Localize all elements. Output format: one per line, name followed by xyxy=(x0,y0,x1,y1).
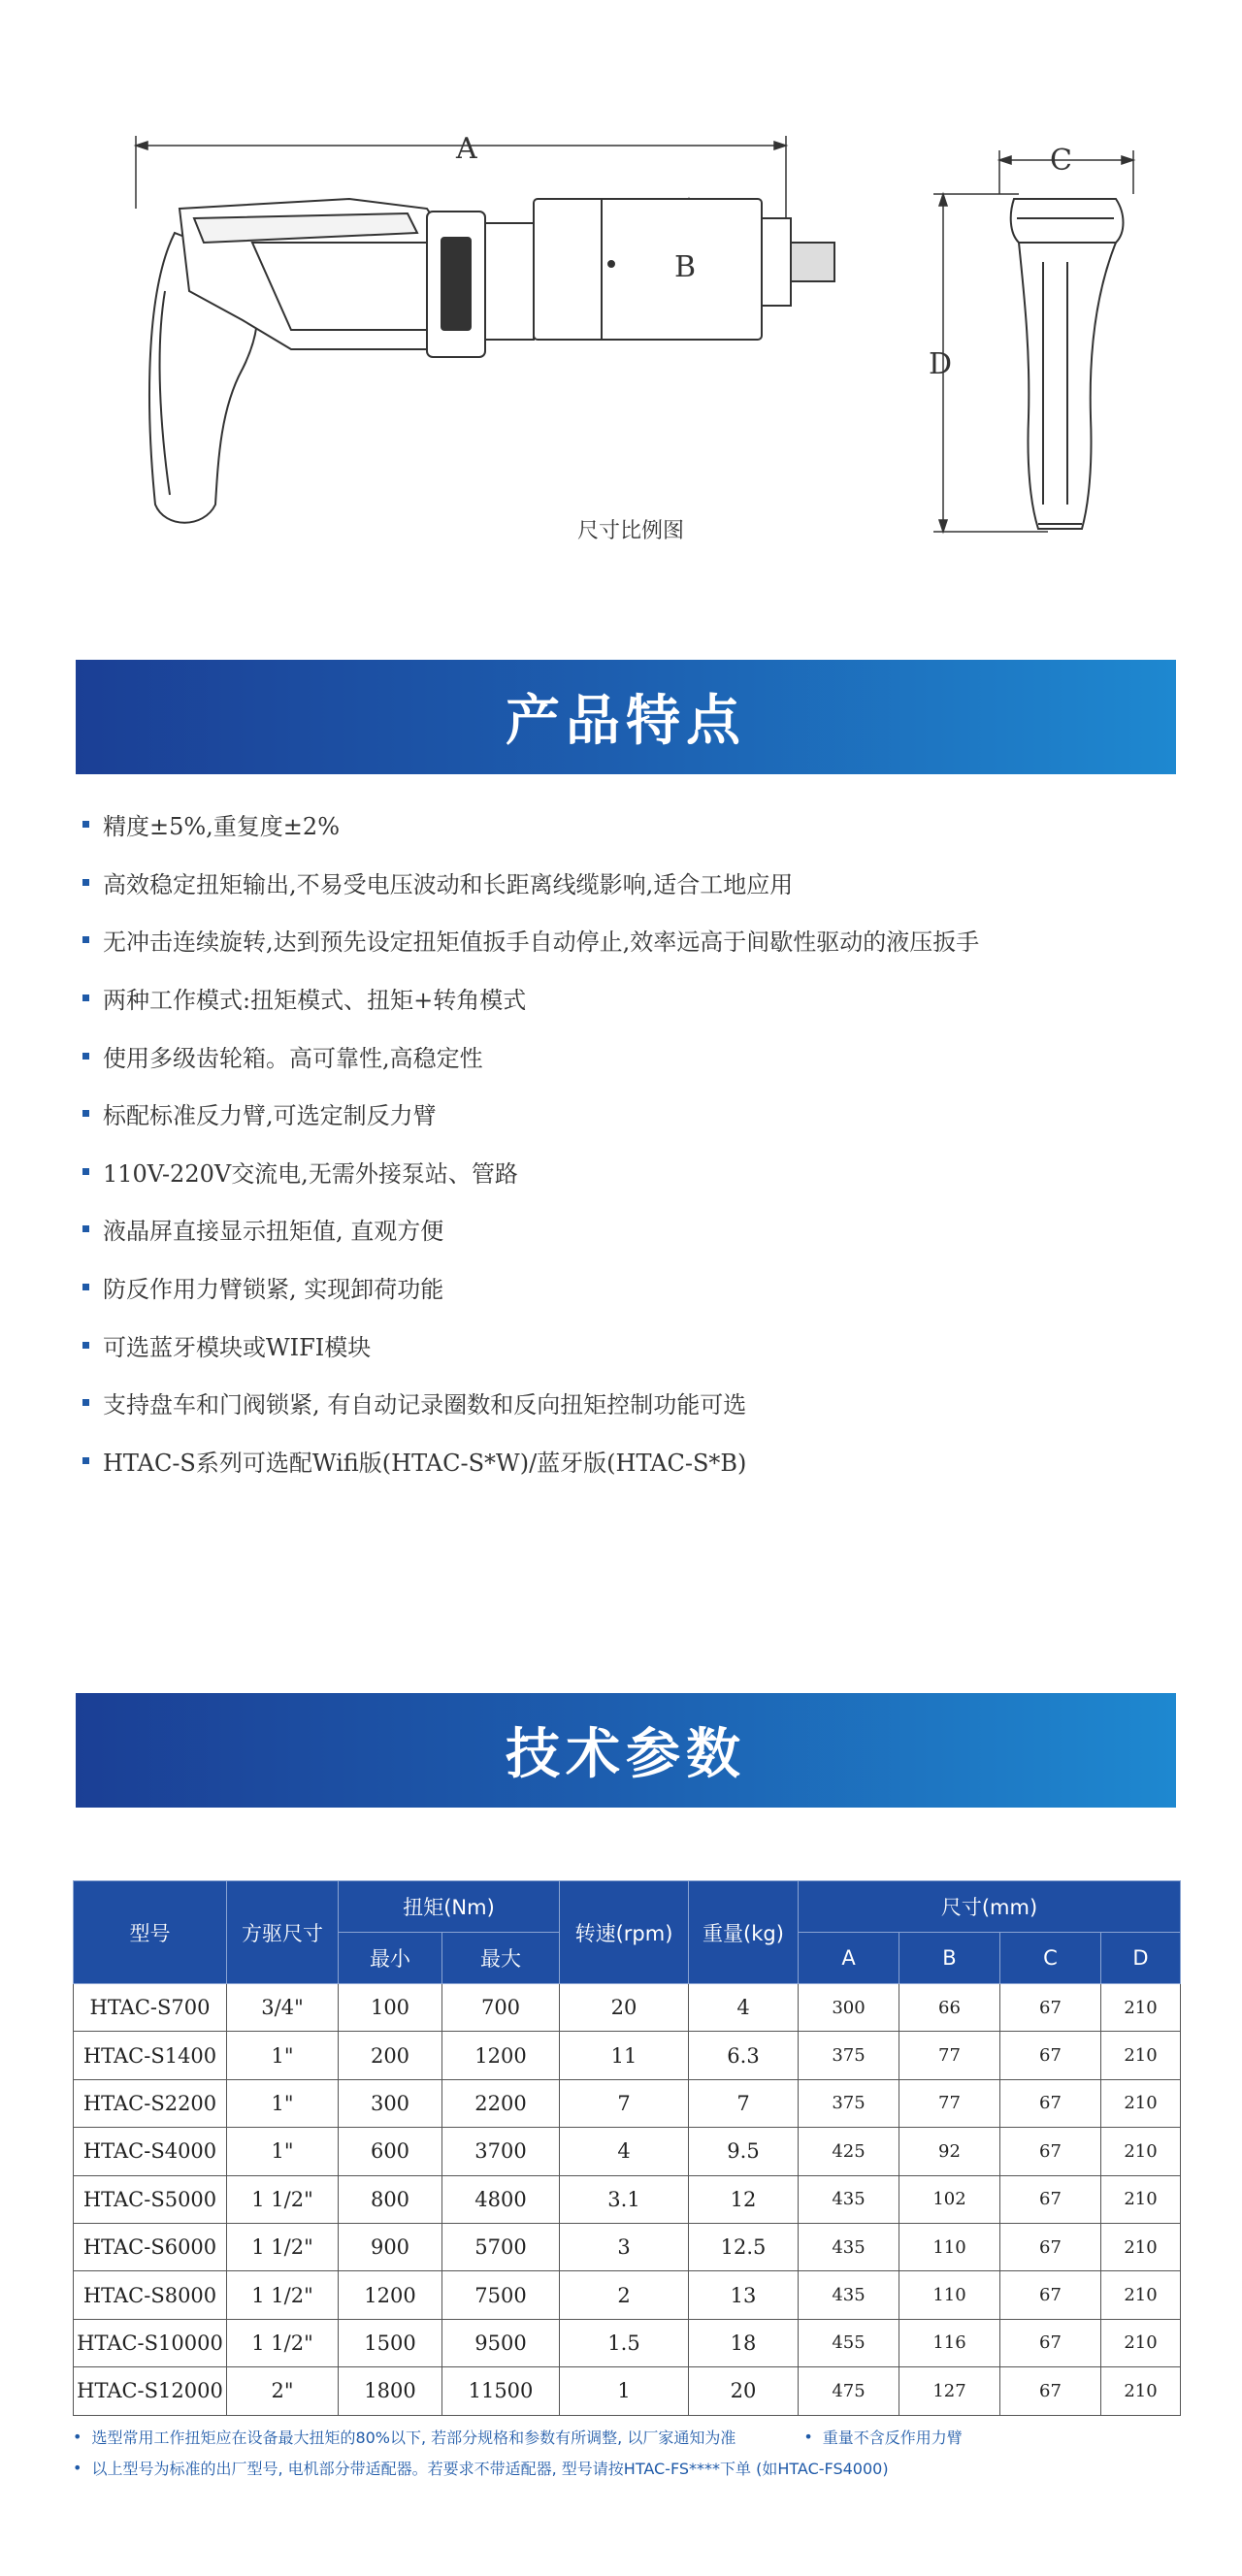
table-cell: HTAC-S5000 xyxy=(74,2175,227,2223)
dim-b-label: B xyxy=(674,250,697,284)
bullet-icon xyxy=(82,821,89,828)
table-cell: 900 xyxy=(339,2223,442,2270)
bullet-icon: • xyxy=(803,2427,813,2446)
bullet-icon xyxy=(82,1225,89,1232)
table-cell: 1" xyxy=(227,2032,339,2079)
table-cell: 6.3 xyxy=(689,2032,799,2079)
table-row xyxy=(74,2032,1181,2079)
table-cell: 67 xyxy=(1000,2367,1101,2415)
header-weight: 重量(kg) xyxy=(689,1881,799,1984)
note-line xyxy=(73,2421,1189,2452)
header-a: A xyxy=(799,1933,899,1984)
table-row xyxy=(74,2079,1181,2127)
table-cell: 200 xyxy=(339,2032,442,2079)
header-d: D xyxy=(1101,1933,1181,1984)
table-row xyxy=(74,2223,1181,2270)
table-cell: HTAC-S8000 xyxy=(74,2271,227,2319)
table-cell: 127 xyxy=(899,2367,1000,2415)
table-cell: 77 xyxy=(899,2079,1000,2127)
table-cell: 4 xyxy=(560,2128,689,2175)
table-cell: HTAC-S6000 xyxy=(74,2223,227,2270)
specs-banner xyxy=(76,1693,1176,1808)
header-dims: 尺寸(mm) xyxy=(799,1881,1181,1933)
table-cell: 210 xyxy=(1101,1984,1181,2032)
table-cell: 20 xyxy=(560,1984,689,2032)
table-cell: 1800 xyxy=(339,2367,442,2415)
bullet-icon: • xyxy=(73,2427,82,2446)
spec-table xyxy=(73,1880,1181,2416)
specs-title: 技术参数 xyxy=(506,1722,746,1786)
table-cell: 210 xyxy=(1101,2367,1181,2415)
dim-d-label: D xyxy=(929,347,953,381)
note-1: 选型常用工作扭矩应在设备最大扭矩的80%以下, 若部分规格和参数有所调整, 以厂家通知为准 xyxy=(91,2428,736,2447)
table-cell: 11500 xyxy=(442,2367,560,2415)
table-cell: 67 xyxy=(1000,2128,1101,2175)
feature-item: 防反作用力臂锁紧, 实现卸荷功能 xyxy=(82,1258,1169,1317)
table-cell: 110 xyxy=(899,2223,1000,2270)
table-cell: 300 xyxy=(339,2079,442,2127)
table-cell: 210 xyxy=(1101,2175,1181,2223)
header-model: 型号 xyxy=(74,1881,227,1984)
feature-item: 标配标准反力臂,可选定制反力臂 xyxy=(82,1085,1169,1143)
table-cell: 1" xyxy=(227,2128,339,2175)
table-cell: 1.5 xyxy=(560,2319,689,2366)
table-cell: 300 xyxy=(799,1984,899,2032)
features-banner xyxy=(76,660,1176,774)
table-row xyxy=(74,2175,1181,2223)
table-cell: 4800 xyxy=(442,2175,560,2223)
table-cell: 700 xyxy=(442,1984,560,2032)
table-cell: 20 xyxy=(689,2367,799,2415)
table-cell: 92 xyxy=(899,2128,1000,2175)
feature-item: 无冲击连续旋转,达到预先设定扭矩值扳手自动停止,效率远高于间歇性驱动的液压扳手 xyxy=(82,911,1169,969)
drawing-caption: 尺寸比例图 xyxy=(576,518,684,542)
bullet-icon: • xyxy=(73,2458,82,2477)
table-cell: HTAC-S1400 xyxy=(74,2032,227,2079)
table-cell: 5700 xyxy=(442,2223,560,2270)
header-c: C xyxy=(1000,1933,1101,1984)
table-cell: 4 xyxy=(689,1984,799,2032)
header-torque: 扭矩(Nm) xyxy=(339,1881,560,1933)
note-line xyxy=(73,2452,1189,2483)
table-cell: 210 xyxy=(1101,2223,1181,2270)
table-cell: 1 xyxy=(560,2367,689,2415)
table-cell: 67 xyxy=(1000,2223,1101,2270)
table-cell: 13 xyxy=(689,2271,799,2319)
table-row xyxy=(74,1984,1181,2032)
feature-item: 高效稳定扭矩输出,不易受电压波动和长距离线缆影响,适合工地应用 xyxy=(82,854,1169,912)
header-min: 最小 xyxy=(339,1933,442,1984)
table-row xyxy=(74,2128,1181,2175)
dim-c-label: C xyxy=(1050,144,1072,178)
table-cell: 18 xyxy=(689,2319,799,2366)
feature-item: 使用多级齿轮箱。高可靠性,高稳定性 xyxy=(82,1027,1169,1085)
table-cell: 1 1/2" xyxy=(227,2223,339,2270)
bullet-icon xyxy=(82,1053,89,1060)
table-cell: 455 xyxy=(799,2319,899,2366)
table-cell: 800 xyxy=(339,2175,442,2223)
table-cell: 3700 xyxy=(442,2128,560,2175)
bullet-icon xyxy=(82,1399,89,1406)
table-cell: 1 1/2" xyxy=(227,2175,339,2223)
feature-item: HTAC-S系列可选配Wifi版(HTAC-S*W)/蓝牙版(HTAC-S*B) xyxy=(82,1432,1169,1490)
table-cell: 1500 xyxy=(339,2319,442,2366)
note-2: 重量不含反作用力臂 xyxy=(822,2428,963,2447)
table-cell: 210 xyxy=(1101,2319,1181,2366)
table-cell: HTAC-S12000 xyxy=(74,2367,227,2415)
table-cell: 3.1 xyxy=(560,2175,689,2223)
table-cell: 1200 xyxy=(442,2032,560,2079)
bullet-icon xyxy=(82,1284,89,1290)
table-cell: 210 xyxy=(1101,2032,1181,2079)
table-cell: 12.5 xyxy=(689,2223,799,2270)
table-cell: 110 xyxy=(899,2271,1000,2319)
table-cell: HTAC-S700 xyxy=(74,1984,227,2032)
table-cell: 67 xyxy=(1000,2271,1101,2319)
feature-item: 110V-220V交流电,无需外接泵站、管路 xyxy=(82,1143,1169,1201)
table-cell: HTAC-S2200 xyxy=(74,2079,227,2127)
table-row xyxy=(74,2271,1181,2319)
table-cell: 435 xyxy=(799,2223,899,2270)
table-cell: 77 xyxy=(899,2032,1000,2079)
spec-notes xyxy=(73,2421,1189,2483)
table-cell: 425 xyxy=(799,2128,899,2175)
table-cell: 67 xyxy=(1000,2319,1101,2366)
table-cell: 375 xyxy=(799,2079,899,2127)
table-cell: 435 xyxy=(799,2175,899,2223)
features-list xyxy=(82,796,1169,1489)
table-cell: 67 xyxy=(1000,2175,1101,2223)
table-row xyxy=(74,2367,1181,2415)
table-cell: 1 1/2" xyxy=(227,2319,339,2366)
table-cell: 2200 xyxy=(442,2079,560,2127)
header-max: 最大 xyxy=(442,1933,560,1984)
feature-item: 可选蓝牙模块或WIFI模块 xyxy=(82,1316,1169,1374)
header-speed: 转速(rpm) xyxy=(560,1881,689,1984)
table-cell: 210 xyxy=(1101,2128,1181,2175)
header-b: B xyxy=(899,1933,1000,1984)
table-cell: 102 xyxy=(899,2175,1000,2223)
table-cell: 100 xyxy=(339,1984,442,2032)
table-cell: 210 xyxy=(1101,2079,1181,2127)
table-cell: 210 xyxy=(1101,2271,1181,2319)
table-cell: 1 1/2" xyxy=(227,2271,339,2319)
table-cell: 7500 xyxy=(442,2271,560,2319)
table-cell: 67 xyxy=(1000,2079,1101,2127)
table-cell: 375 xyxy=(799,2032,899,2079)
features-title: 产品特点 xyxy=(506,689,746,753)
table-cell: 7 xyxy=(560,2079,689,2127)
table-cell: 7 xyxy=(689,2079,799,2127)
table-cell: 600 xyxy=(339,2128,442,2175)
spec-table-body xyxy=(74,1984,1181,2416)
table-cell: 67 xyxy=(1000,2032,1101,2079)
table-cell: 3 xyxy=(560,2223,689,2270)
table-cell: 66 xyxy=(899,1984,1000,2032)
table-cell: 1" xyxy=(227,2079,339,2127)
bullet-icon xyxy=(82,936,89,943)
dim-a-label: A xyxy=(456,132,477,166)
feature-item: 支持盘车和门阀锁紧, 有自动记录圈数和反向扭矩控制功能可选 xyxy=(82,1374,1169,1432)
header-drive: 方驱尺寸 xyxy=(227,1881,339,1984)
table-cell: 9.5 xyxy=(689,2128,799,2175)
dimension-drawing xyxy=(0,0,1242,582)
bullet-icon xyxy=(82,1110,89,1117)
bullet-icon xyxy=(82,1168,89,1175)
feature-item: 液晶屏直接显示扭矩值, 直观方便 xyxy=(82,1200,1169,1258)
bullet-icon xyxy=(82,1457,89,1464)
bullet-icon xyxy=(82,995,89,1001)
feature-item: 精度±5%,重复度±2% xyxy=(82,796,1169,854)
table-cell: 475 xyxy=(799,2367,899,2415)
table-cell: HTAC-S4000 xyxy=(74,2128,227,2175)
table-cell: 2 xyxy=(560,2271,689,2319)
table-cell: 11 xyxy=(560,2032,689,2079)
table-cell: 12 xyxy=(689,2175,799,2223)
bullet-icon xyxy=(82,879,89,886)
table-cell: 2" xyxy=(227,2367,339,2415)
table-cell: 3/4" xyxy=(227,1984,339,2032)
table-cell: 435 xyxy=(799,2271,899,2319)
table-row xyxy=(74,2319,1181,2366)
table-cell: HTAC-S10000 xyxy=(74,2319,227,2366)
table-cell: 116 xyxy=(899,2319,1000,2366)
table-cell: 9500 xyxy=(442,2319,560,2366)
table-cell: 67 xyxy=(1000,1984,1101,2032)
feature-item: 两种工作模式:扭矩模式、扭矩+转角模式 xyxy=(82,969,1169,1027)
bullet-icon xyxy=(82,1342,89,1349)
table-cell: 1200 xyxy=(339,2271,442,2319)
note-3: 以上型号为标准的出厂型号, 电机部分带适配器。若要求不带适配器, 型号请按HTAC-FS****下单 (如HTAC-FS4000) xyxy=(91,2459,889,2478)
